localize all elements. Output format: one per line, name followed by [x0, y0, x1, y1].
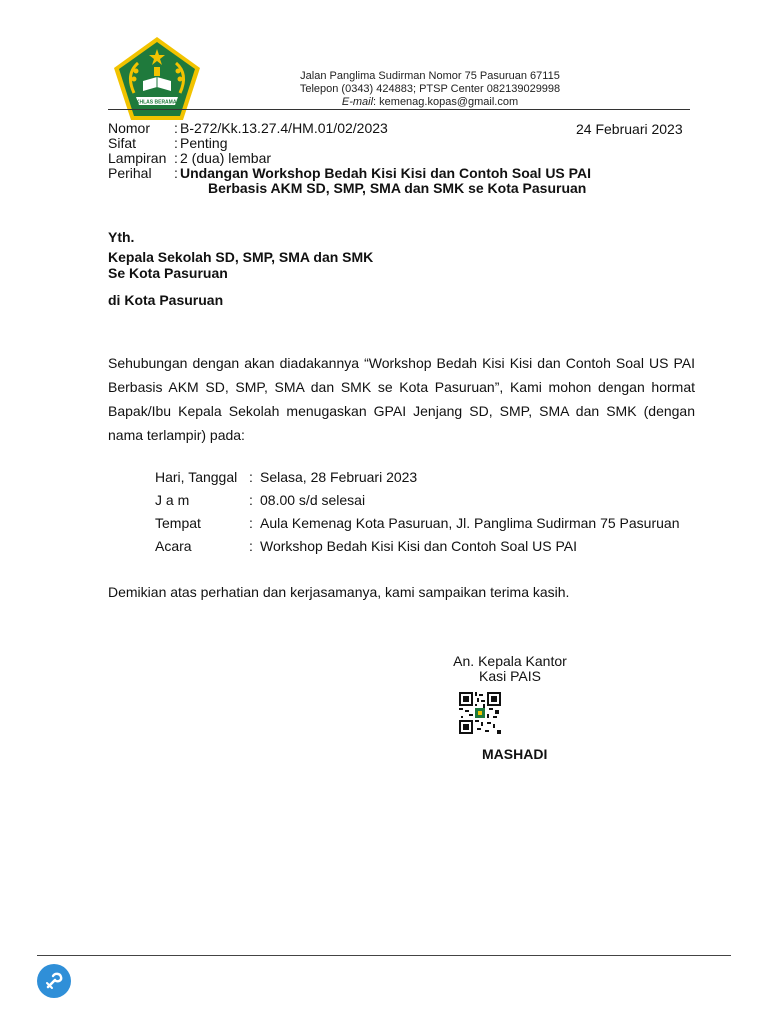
- signature-line-1: An. Kepala Kantor: [453, 653, 567, 669]
- colon: :: [249, 492, 253, 508]
- signature-line-2: Kasi PAIS: [479, 668, 541, 684]
- recipient-line-1: Kepala Sekolah SD, SMP, SMA dan SMK: [108, 249, 374, 265]
- nomor-value: B-272/Kk.13.27.4/HM.01/02/2023: [180, 120, 388, 136]
- letter-date: 24 Februari 2023: [576, 121, 683, 137]
- detail-value: Workshop Bedah Kisi Kisi dan Contoh Soal US PAI: [260, 538, 577, 554]
- colon: :: [174, 165, 178, 181]
- nomor-label: Nomor: [108, 120, 151, 136]
- lampiran-row: [108, 151, 688, 166]
- signer-name: MASHADI: [482, 746, 548, 762]
- lampiran-label: Lampiran: [108, 150, 167, 166]
- colon: :: [249, 515, 253, 531]
- perihal-row: [108, 166, 688, 181]
- colon: :: [249, 469, 253, 485]
- signature-title: [440, 654, 580, 684]
- recipient-place: di Kota Pasuruan: [108, 292, 224, 308]
- recipient-line-2: Se Kota Pasuruan: [108, 265, 228, 281]
- detail-key: Tempat: [155, 515, 201, 531]
- recipient-block: [108, 229, 373, 281]
- sifat-label: Sifat: [108, 135, 137, 151]
- letterhead: [230, 70, 630, 109]
- detail-value: Aula Kemenag Kota Pasuruan, Jl. Panglima Sudirman 75 Pasuruan: [260, 515, 680, 531]
- sifat-row: [108, 136, 688, 151]
- footer-divider: [37, 955, 731, 956]
- perihal-line-2: Berbasis AKM SD, SMP, SMA dan SMK se Kota Pasuruan: [208, 180, 587, 196]
- detail-value: Selasa, 28 Februari 2023: [260, 469, 418, 485]
- svg-text:IKHLAS BERAMAL: IKHLAS BERAMAL: [134, 99, 180, 106]
- lampiran-value: 2 (dua) lembar: [180, 150, 272, 166]
- colon: :: [174, 135, 178, 151]
- detail-row: [155, 512, 679, 535]
- body-paragraph: Sehubungan dengan akan diadakannya “Workshop Bedah Kisi Kisi dan Contoh Soal US PAI Berbasis AKM SD, SMP, SMA dan SMK se Kota Pasuruan”, Kami mohon dengan hormat Bapak/Ibu Kepala Sekolah menugaskan GPAI Jenjang SD, SMP, SMA dan SMK (dengan nama terlampir) pada:: [108, 355, 695, 443]
- scribd-badge-icon[interactable]: [37, 964, 71, 998]
- detail-row: [155, 466, 679, 489]
- sifat-value: Penting: [180, 135, 228, 151]
- letterhead-address: Jalan Panglima Sudirman Nomor 75 Pasuruan 67115: [300, 70, 560, 82]
- detail-value: 08.00 s/d selesai: [260, 492, 366, 508]
- detail-row: [155, 489, 679, 512]
- detail-key: Acara: [155, 538, 192, 554]
- email-label: E-mail: [341, 96, 374, 108]
- letterhead-phone: Telepon (0343) 424883; PTSP Center 082139029998: [299, 83, 561, 95]
- letterhead-divider: [108, 109, 690, 110]
- perihal-line-1: Undangan Workshop Bedah Kisi Kisi dan Contoh Soal US PAI: [180, 165, 591, 181]
- email-value: : kemenag.kopas@gmail.com: [373, 96, 519, 108]
- event-details: [155, 466, 679, 558]
- letterhead-email: [230, 96, 630, 109]
- colon: :: [174, 150, 178, 166]
- detail-key: Hari, Tanggal: [155, 469, 238, 485]
- detail-key: J a m: [155, 492, 190, 508]
- salutation: Yth.: [108, 229, 135, 245]
- colon: :: [174, 120, 178, 136]
- colon: :: [249, 538, 253, 554]
- closing-sentence: Demikian atas perhatian dan kerjasamanya, kami sampaikan terima kasih.: [108, 584, 570, 600]
- qr-code-icon: [459, 692, 501, 734]
- perihal-label: Perihal: [108, 165, 152, 181]
- detail-row: [155, 535, 679, 558]
